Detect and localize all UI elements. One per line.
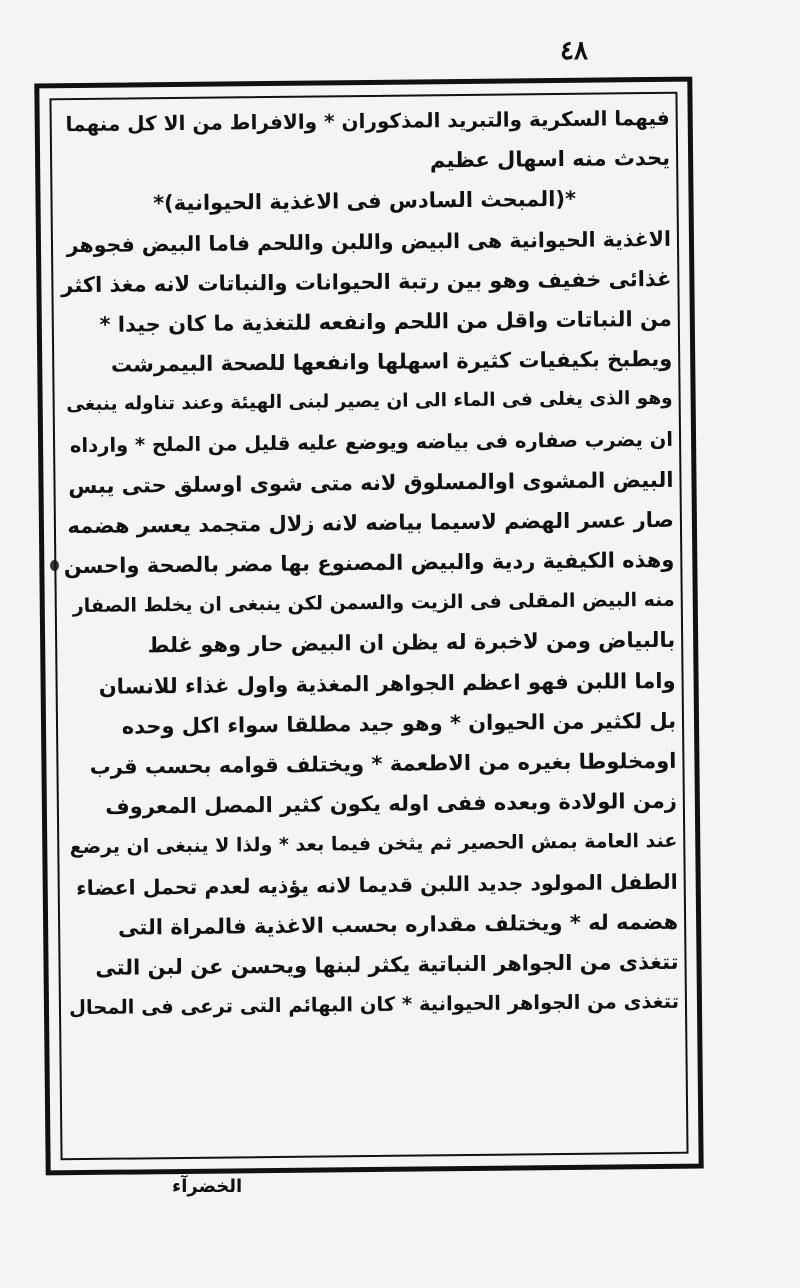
text-line: عند العامة بمش الحصير ثم يثخن فيما بعد * ولذا لا ينبغى ان يرضع [69,830,678,859]
text-line: ويطبخ بكيفيات كثيرة اسهلها وانفعها للصحة البيمرشت [110,346,673,377]
text-line: زمن الولادة وبعده ففى اوله يكون كثير المصل المعروف [105,788,677,819]
text-line: هضمه له * ويختلف مقداره بحسب الاغذية فالمراة التى [117,909,679,940]
text-frame [34,77,703,1176]
text-line: غذائى خفيف وهو بين رتبة الحيوانات والنباتات لانه مغذ اكثر [61,266,672,297]
catchword: الخضرآء [172,1176,243,1197]
section-heading: *(المبحث السادس فى الاغذية الحيوانية)* [153,187,577,216]
text-line: الاغذية الحيوانية هى البيض واللبن واللحم فاما البيض فجوهر [66,226,672,257]
text-line: من النباتات واقل من اللحم وانفعه للتغذية ما كان جيدا * [99,306,672,337]
text-line: بل لكثير من الحيوان * وهو جيد مطلقا سواء اكل وحده [121,708,677,739]
text-line: وهو الذى يغلى فى الماء الى ان يصير لبنى الهيئة وعند تناوله ينبغى [66,388,673,416]
text-block [58,98,681,1154]
text-line: وهذه الكيفية ردية والبيض المصنوع بها مضر بالصحة واحسن [63,547,675,579]
text-line: واما اللبن فهو اعظم الجواهر المغذية واول غذاء للانسان [98,668,676,699]
text-line: منه البيض المقلى فى الزيت والسمن لكن ينبغى ان يخلط الصفار [72,589,675,618]
text-line: تتغذى من الجواهر النباتية يكثر لبنها ويحسن عن لبن التى [95,949,679,980]
text-line: الطفل المولود جديد اللبن قديما لانه يؤذيه لعدم تحمل اعضاء [76,869,678,900]
text-line: ان يضرب صفاره فى بياضه ويوضع عليه قليل من الملح * وارداه [69,427,674,457]
text-line: فيهما السكرية والتبريد المذكوران * والافراط من الا كل منهما [65,105,670,137]
text-line: صار عسر الهضم لاسيما بياضه لانه زلال متجمد يعسر هضمه [67,507,675,539]
text-line: البيض المشوى اوالمسلوق لانه متى شوى اوسلق حتى يبس [68,467,674,498]
text-line: اومخلوطا بغيره من الاطعمة * ويختلف قوامه بحسب قرب [89,748,677,779]
text-line: يحدث منه اسهال عظيم [429,146,671,173]
text-line: بالبياض ومن لاخبرة له يظن ان البيض حار وهو غلط [147,628,676,658]
page-number: ٤٨ [560,36,588,66]
text-line: تتغذى من الجواهر الحيوانية * كان البهائم التى ترعى فى المحال [68,989,680,1020]
